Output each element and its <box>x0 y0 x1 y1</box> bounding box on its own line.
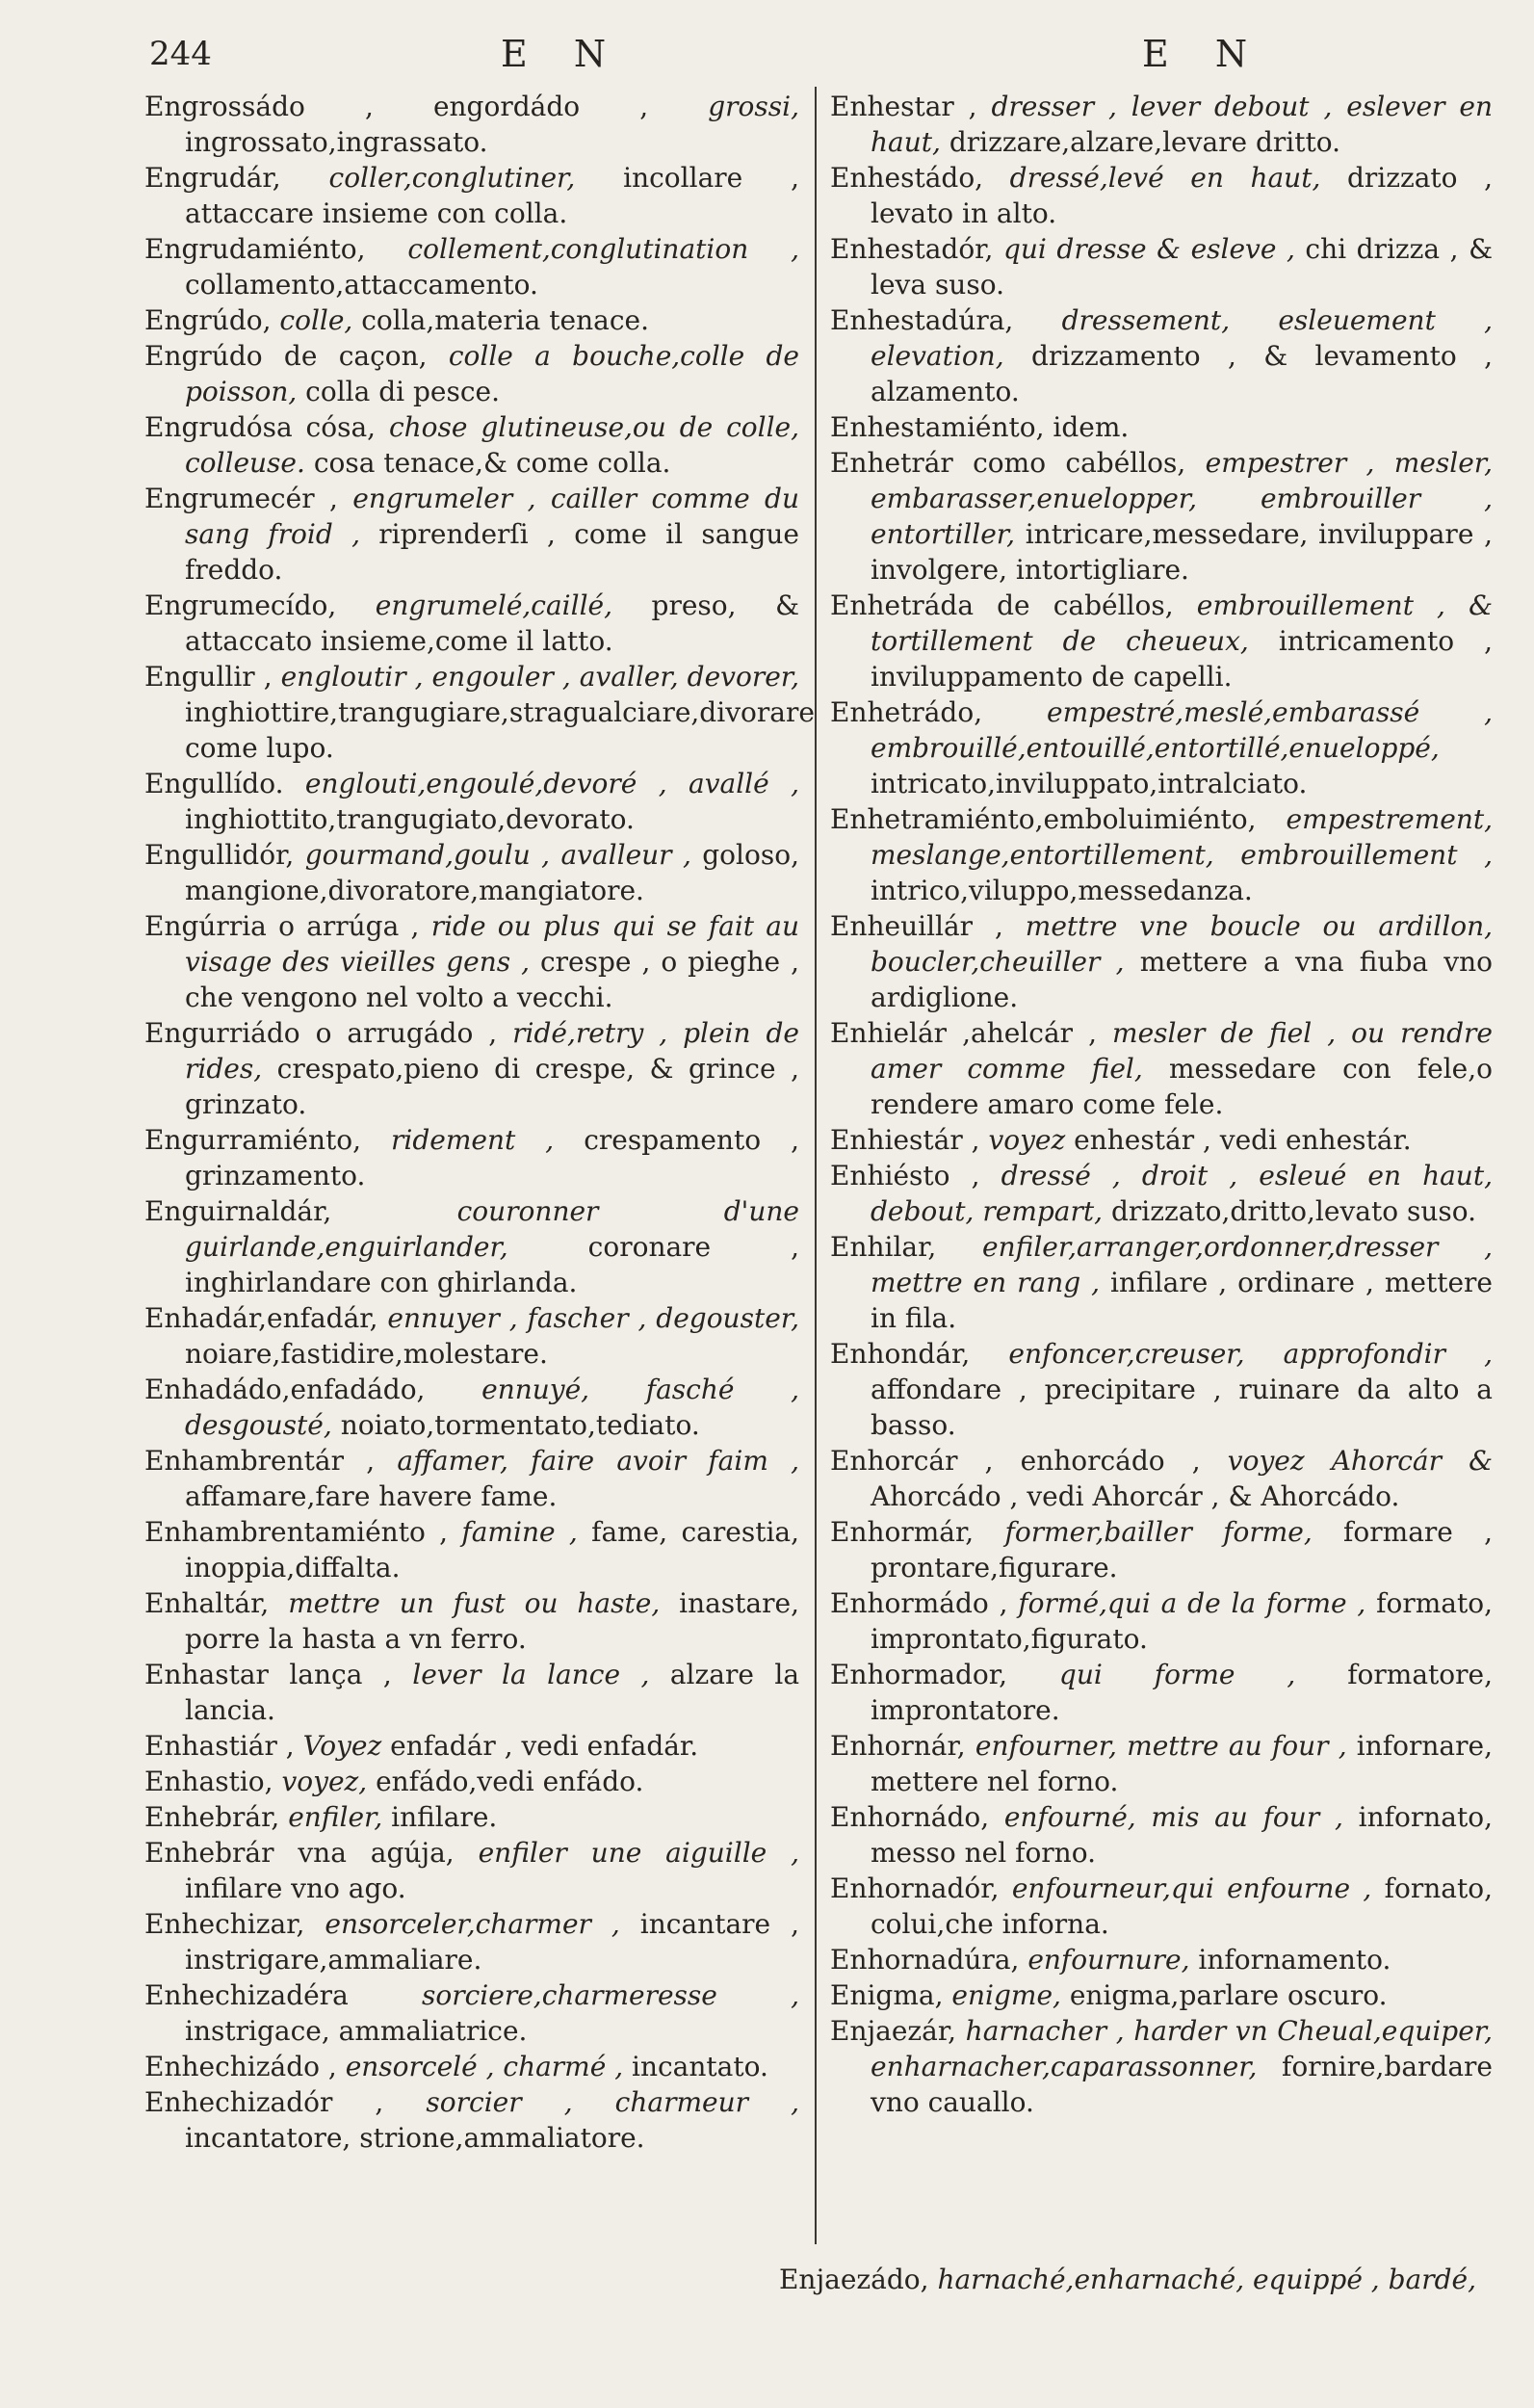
entry-headword: Enhetrár como cabéllos, <box>830 447 1186 479</box>
entry-french: ennuyé, fasché , desgousté, <box>185 1374 799 1441</box>
entry-headword: Enhebrár vna agúja, <box>144 1837 455 1869</box>
dictionary-entry <box>830 1122 1493 1158</box>
entry-italian: ingrossato,ingrassato. <box>185 126 488 158</box>
entry-italian: infilare. <box>391 1801 498 1833</box>
entry-headword: Enhechizar, <box>144 1908 305 1940</box>
entry-french: enigme, <box>951 1979 1061 2011</box>
entry-french: enfourné, mis au four , <box>1003 1801 1343 1833</box>
page-number: 244 <box>149 35 212 73</box>
dictionary-entry <box>830 1585 1493 1657</box>
entry-headword: Enhestamiénto, <box>830 411 1045 443</box>
entry-italian: alzare la lancia. <box>185 1659 800 1726</box>
entry-italian: enigma,parlare oscuro. <box>1069 1979 1388 2011</box>
dictionary-entry <box>830 89 1493 160</box>
dictionary-entry <box>830 1977 1493 2013</box>
entry-italian: affondare , precipitare , ruinare da alto a basso. <box>871 1374 1493 1441</box>
dictionary-entry <box>144 1835 799 1906</box>
entry-italian: inghiottire,trangugiare,stragualciare,divorare come lupo. <box>185 696 815 764</box>
entry-headword: Enhondár, <box>830 1338 971 1370</box>
entry-french: colle, <box>279 304 353 336</box>
dictionary-entry <box>144 837 799 908</box>
catchword-line <box>779 2264 1476 2295</box>
entry-headword: Enhornadúra, <box>830 1944 1020 1976</box>
entry-french: sorcier , charmeur , <box>426 2086 799 2118</box>
dictionary-entry <box>830 801 1493 908</box>
dictionary-entry <box>830 1514 1493 1585</box>
entry-headword: Enhilar, <box>830 1231 937 1263</box>
entry-french: dressé,levé en haut, <box>1009 162 1321 194</box>
entry-italian: incantato. <box>632 2051 768 2082</box>
dictionary-entry <box>144 1514 799 1585</box>
entry-italian: coronare , inghirlandare con ghirlanda. <box>185 1231 799 1298</box>
entry-french: voyez <box>988 1124 1066 1156</box>
entry-headword: Engrudósa cósa, <box>144 411 377 443</box>
dictionary-entry <box>830 445 1493 588</box>
entry-headword: Engrúdo, <box>144 304 272 336</box>
entry-italian: colla di pesce. <box>305 376 501 407</box>
entry-headword: Engrudár, <box>144 162 281 194</box>
entry-headword: Enhetráda de cabéllos, <box>830 589 1174 621</box>
dictionary-entry <box>830 1728 1493 1799</box>
entry-italian: infornare, mettere nel forno. <box>871 1730 1493 1797</box>
dictionary-entry <box>830 1229 1493 1336</box>
dictionary-entry <box>144 766 799 837</box>
entry-italian: instrigace, ammaliatrice. <box>185 2015 528 2047</box>
entry-italian: noiato,tormentato,tediato. <box>340 1409 700 1441</box>
entry-french: enfiler une aiguille , <box>478 1837 800 1869</box>
dictionary-entry <box>144 89 799 160</box>
entry-italian: incantare , instrigare,ammaliare. <box>185 1908 799 1976</box>
entry-french: engrumelé,caillé, <box>375 589 612 621</box>
entry-french: Voyez <box>302 1730 382 1762</box>
dictionary-entry <box>144 2084 799 2156</box>
entry-italian: fame, carestia, inoppia,diffalta. <box>185 1516 799 1584</box>
entry-french: collement,conglutination , <box>407 233 799 265</box>
entry-italian: drizzato,dritto,levato suso. <box>1110 1195 1477 1227</box>
entry-headword: Enhormador, <box>830 1659 1007 1690</box>
dictionary-entry <box>144 1585 799 1657</box>
dictionary-entry <box>144 338 799 409</box>
entry-french: empestrement, meslange,entortillement, embrouillement , <box>871 803 1493 871</box>
entry-italian: infilare vno ago. <box>185 1872 406 1904</box>
entry-italian: affamare,fare havere fame. <box>185 1480 558 1512</box>
dictionary-entry <box>144 1122 799 1193</box>
entry-french: englouti,engoulé,devoré , avallé , <box>304 768 800 799</box>
entry-headword: Enhielár ,ahelcár , <box>830 1017 1097 1049</box>
entry-headword: Enhestádo, <box>830 162 984 194</box>
dictionary-entry <box>830 694 1493 801</box>
entry-french: voyez, <box>281 1766 368 1797</box>
entry-italian: incantatore, strione,ammaliatore. <box>185 2122 645 2154</box>
entry-french: famine , <box>461 1516 578 1548</box>
dictionary-entry <box>144 481 799 588</box>
entry-headword: Engurramiénto, <box>144 1124 362 1156</box>
entry-headword: Engúrria o arrúga , <box>144 910 420 942</box>
catchword-french: harnaché,enharnaché, equippé , bardé, <box>937 2264 1476 2295</box>
dictionary-entry <box>144 908 799 1015</box>
entry-french: empestré,meslé,embarassé , embrouillé,entouillé,entortillé,enueloppé, <box>871 696 1493 764</box>
entry-french: enfiler, <box>288 1801 383 1833</box>
entry-french: enfiler,arranger,ordonner,dresser , mettre en rang , <box>871 1231 1493 1298</box>
entry-french: formé,qui a de la forme , <box>1018 1587 1366 1619</box>
dictionary-entry <box>144 409 799 481</box>
dictionary-entry <box>144 1443 799 1514</box>
dictionary-entry <box>144 302 799 338</box>
entry-headword: Enhorcár , enhorcádo , <box>830 1445 1201 1477</box>
entry-french: lever la lance , <box>412 1659 650 1690</box>
entry-french: dresser , lever debout , eslever en haut, <box>871 91 1493 158</box>
right-column <box>830 89 1493 2120</box>
dictionary-entry <box>830 1657 1493 1728</box>
entry-headword: Engullir , <box>144 661 273 693</box>
entry-italian: enhestár , vedi enhestár. <box>1074 1124 1412 1156</box>
entry-italian: inghiottito,trangugiato,devorato. <box>185 803 635 835</box>
dictionary-entry <box>830 1158 1493 1229</box>
entry-italian: crespato,pieno di crespe, & grince , grinzato. <box>185 1053 799 1120</box>
entry-italian: intricare,messedare, inviluppare , involgere, intortigliare. <box>871 518 1493 586</box>
entry-italian: intricamento , inviluppamento de capelli. <box>871 625 1493 693</box>
entry-french: ridement , <box>391 1124 555 1156</box>
dictionary-entry <box>830 1336 1493 1443</box>
entry-french: gourmand,goulu , avalleur , <box>304 839 691 871</box>
entry-french: harnacher , harder vn Cheual,equiper, enharnacher,caparassonner, <box>871 2015 1493 2082</box>
entry-french: ridé,retry , plein de rides, <box>185 1017 799 1085</box>
entry-headword: Enhestadúra, <box>830 304 1014 336</box>
entry-headword: Enhetrádo, <box>830 696 983 728</box>
entry-italian: fornato, colui,che inforna. <box>871 1872 1493 1940</box>
dictionary-entry <box>830 1871 1493 1942</box>
entry-french: dressement, esleuement , elevation, <box>871 304 1493 372</box>
dictionary-entry <box>830 1443 1493 1514</box>
entry-french: ride ou plus qui se fait au visage des vieilles gens , <box>185 910 800 978</box>
dictionary-entry <box>144 1193 799 1300</box>
entry-headword: Engrudamiénto, <box>144 233 366 265</box>
entry-headword: Enhiestár , <box>830 1124 980 1156</box>
dictionary-entry <box>144 1015 799 1122</box>
entry-italian: collamento,attaccamento. <box>185 269 538 301</box>
entry-italian: riprenderſi , come il sangue freddo. <box>185 518 799 586</box>
page-header <box>0 29 1534 79</box>
dictionary-entry <box>830 588 1493 694</box>
entry-headword: Engrumecído, <box>144 589 337 621</box>
entry-italian: mettere a vna fiuba vno ardiglione. <box>871 946 1494 1013</box>
entry-italian: idem. <box>1053 411 1130 443</box>
entry-italian: colla,materia tenace. <box>361 304 649 336</box>
entry-headword: Engrossádo , engordádo , <box>144 91 649 122</box>
entry-italian: fornire,bardare vno cauallo. <box>871 2051 1493 2118</box>
entry-french: mettre vne boucle ou ardillon, boucler,cheuiller , <box>871 910 1494 978</box>
dictionary-entry <box>830 302 1493 409</box>
entry-french: ensorcelé , charmé , <box>345 2051 624 2082</box>
entry-italian: messedare con fele,o rendere amaro come fele. <box>871 1053 1494 1120</box>
entry-french: affamer, faire avoir faim , <box>397 1445 800 1477</box>
entry-french: enfourner, mettre au four , <box>975 1730 1347 1762</box>
entry-italian: formato, improntato,figurato. <box>871 1587 1493 1655</box>
entry-french: voyez Ahorcár & <box>1227 1445 1493 1477</box>
entry-headword: Engurriádo o arrugádo , <box>144 1017 498 1049</box>
entry-headword: Enhechizadór , <box>144 2086 384 2118</box>
entry-french: ensorceler,charmer , <box>325 1908 620 1940</box>
left-running-head: E N <box>501 33 624 75</box>
entry-italian: drizzare,alzare,levare dritto. <box>949 126 1341 158</box>
entry-headword: Enhestadór, <box>830 233 994 265</box>
entry-french: coller,conglutiner, <box>328 162 576 194</box>
entry-italian: incollare , attaccare insieme con colla. <box>185 162 799 229</box>
entry-italian: infornamento. <box>1198 1944 1391 1976</box>
entry-headword: Enhadádo,enfadádo, <box>144 1374 426 1405</box>
dictionary-entry <box>144 160 799 231</box>
left-column <box>144 89 815 2156</box>
entry-headword: Engullidór, <box>144 839 295 871</box>
entry-italian: chi drizza , & leva suso. <box>871 233 1493 301</box>
entry-headword: Engullído. <box>144 768 284 799</box>
entry-headword: Enhornár, <box>830 1730 966 1762</box>
entry-headword: Enhestar , <box>830 91 977 122</box>
entry-italian: drizzato , levato in alto. <box>871 162 1494 229</box>
entry-headword: Enhornadór, <box>830 1872 1000 1904</box>
catchword-head: Enjaezádo, <box>778 2264 929 2295</box>
dictionary-entry <box>830 2013 1493 2120</box>
entry-french: former,bailler forme, <box>1004 1516 1313 1548</box>
entry-headword: Enhormár, <box>830 1516 975 1548</box>
entry-italian: infilare , ordinare , mettere in fila. <box>871 1267 1493 1334</box>
entry-headword: Enhaltár, <box>144 1587 270 1619</box>
entry-italian: formare , prontare,figurare. <box>871 1516 1494 1584</box>
dictionary-entry <box>144 1372 799 1443</box>
entry-french: empestrer , mesler, embarasser,enuelopper, embrouiller , entortiller, <box>871 447 1493 550</box>
dictionary-entry <box>144 1764 799 1799</box>
entry-headword: Enhambrentamiénto , <box>144 1516 449 1548</box>
entry-headword: Enigma, <box>830 1979 944 2011</box>
dictionary-entry <box>144 659 815 766</box>
entry-french: embrouillement , & tortillement de cheueux, <box>871 589 1493 657</box>
dictionary-entry <box>830 160 1493 231</box>
dictionary-entry <box>144 231 799 302</box>
dictionary-entry <box>144 1799 799 1835</box>
entry-french: chose glutineuse,ou de colle, colleuse. <box>185 411 799 479</box>
entry-italian: crespe , o pieghe , che vengono nel volto a vecchi. <box>185 946 799 1013</box>
entry-italian: formatore, improntatore. <box>871 1659 1494 1726</box>
dictionary-entry <box>144 1977 799 2049</box>
entry-headword: Enhebrár, <box>144 1801 280 1833</box>
entry-headword: Enhechizádo , <box>144 2051 337 2082</box>
entry-french: grossi, <box>708 91 799 122</box>
entry-french: sorciere,charmeresse , <box>422 1979 800 2011</box>
entry-headword: Enhiésto , <box>830 1160 980 1191</box>
entry-headword: Enhastiár , <box>144 1730 295 1762</box>
entry-headword: Enheuillár , <box>830 910 1003 942</box>
entry-italian: infornato, messo nel forno. <box>871 1801 1493 1869</box>
entry-french: enfoncer,creuser, approfondir , <box>1008 1338 1493 1370</box>
entry-italian: Ahorcádo , vedi Ahorcár , & Ahorcádo. <box>871 1480 1400 1512</box>
entry-french: enfournure, <box>1027 1944 1190 1976</box>
dictionary-entry <box>144 1657 799 1728</box>
dictionary-entry <box>830 1799 1493 1871</box>
dictionary-entry <box>144 588 799 659</box>
dictionary-entry <box>144 1728 799 1764</box>
entry-headword: Engrúdo de caçon, <box>144 340 428 372</box>
entry-headword: Enhetramiénto,emboluimiénto, <box>830 803 1257 835</box>
dictionary-entry <box>830 1015 1493 1122</box>
entry-italian: noiare,fastidire,molestare. <box>185 1338 548 1370</box>
entry-headword: Enguirnaldár, <box>144 1195 332 1227</box>
entry-french: mesler de fiel , ou rendre amer comme fiel, <box>871 1017 1493 1085</box>
entry-italian: enfadár , vedi enfadár. <box>390 1730 699 1762</box>
entry-headword: Enhornádo, <box>830 1801 990 1833</box>
entry-french: engloutir , engouler , avaller, devorer, <box>280 661 799 693</box>
entry-french: ennuyer , fascher , degouster, <box>387 1302 799 1334</box>
entry-french: couronner d'une guirlande,enguirlander, <box>185 1195 799 1263</box>
entry-french: colle a bouche,colle de poisson, <box>185 340 799 407</box>
right-running-head: E N <box>1142 33 1265 75</box>
entry-headword: Enhambrentár , <box>144 1445 376 1477</box>
entry-french: enfourneur,qui enfourne , <box>1011 1872 1372 1904</box>
dictionary-entry <box>830 409 1493 445</box>
entry-french: mettre un fust ou haste, <box>288 1587 661 1619</box>
entry-italian: intricato,inviluppato,intralciato. <box>871 768 1308 799</box>
dictionary-entry <box>144 1906 799 1977</box>
entry-french: qui forme , <box>1058 1659 1296 1690</box>
entry-headword: Enhormádo , <box>830 1587 1008 1619</box>
entry-headword: Enhadár,enfadár, <box>144 1302 378 1334</box>
entry-french: engrumeler , cailler comme du sang froid , <box>185 483 800 550</box>
entry-french: qui dresse & esleve , <box>1002 233 1295 265</box>
entry-italian: drizzamento , & levamento , alzamento. <box>871 340 1493 407</box>
dictionary-entry <box>144 1300 799 1372</box>
column-divider <box>815 87 817 2244</box>
dictionary-entry <box>830 231 1493 302</box>
entry-headword: Enhechizadéra <box>144 1979 349 2011</box>
entry-italian: preso, & attaccato insieme,come il latto. <box>185 589 799 657</box>
dictionary-entry <box>830 908 1493 1015</box>
entry-italian: crespamento , grinzamento. <box>185 1124 799 1191</box>
entry-headword: Enhastio, <box>144 1766 273 1797</box>
entry-headword: Enjaezár, <box>830 2015 957 2047</box>
entry-italian: enfádo,vedi enfádo. <box>376 1766 644 1797</box>
entry-headword: Enhastar lança , <box>144 1659 392 1690</box>
dictionary-entry <box>830 1942 1493 1977</box>
entry-french: dressé , droit , esleué en haut, debout, rempart, <box>871 1160 1493 1227</box>
entry-italian: inastare, porre la hasta a vn ferro. <box>185 1587 799 1655</box>
dictionary-entry <box>144 2049 799 2084</box>
entry-italian: intrico,viluppo,messedanza. <box>871 875 1253 906</box>
entry-italian: cosa tenace,& come colla. <box>313 447 671 479</box>
entry-headword: Engrumecér , <box>144 483 338 514</box>
entry-italian: goloso, mangione,divoratore,mangiatore. <box>185 839 799 906</box>
